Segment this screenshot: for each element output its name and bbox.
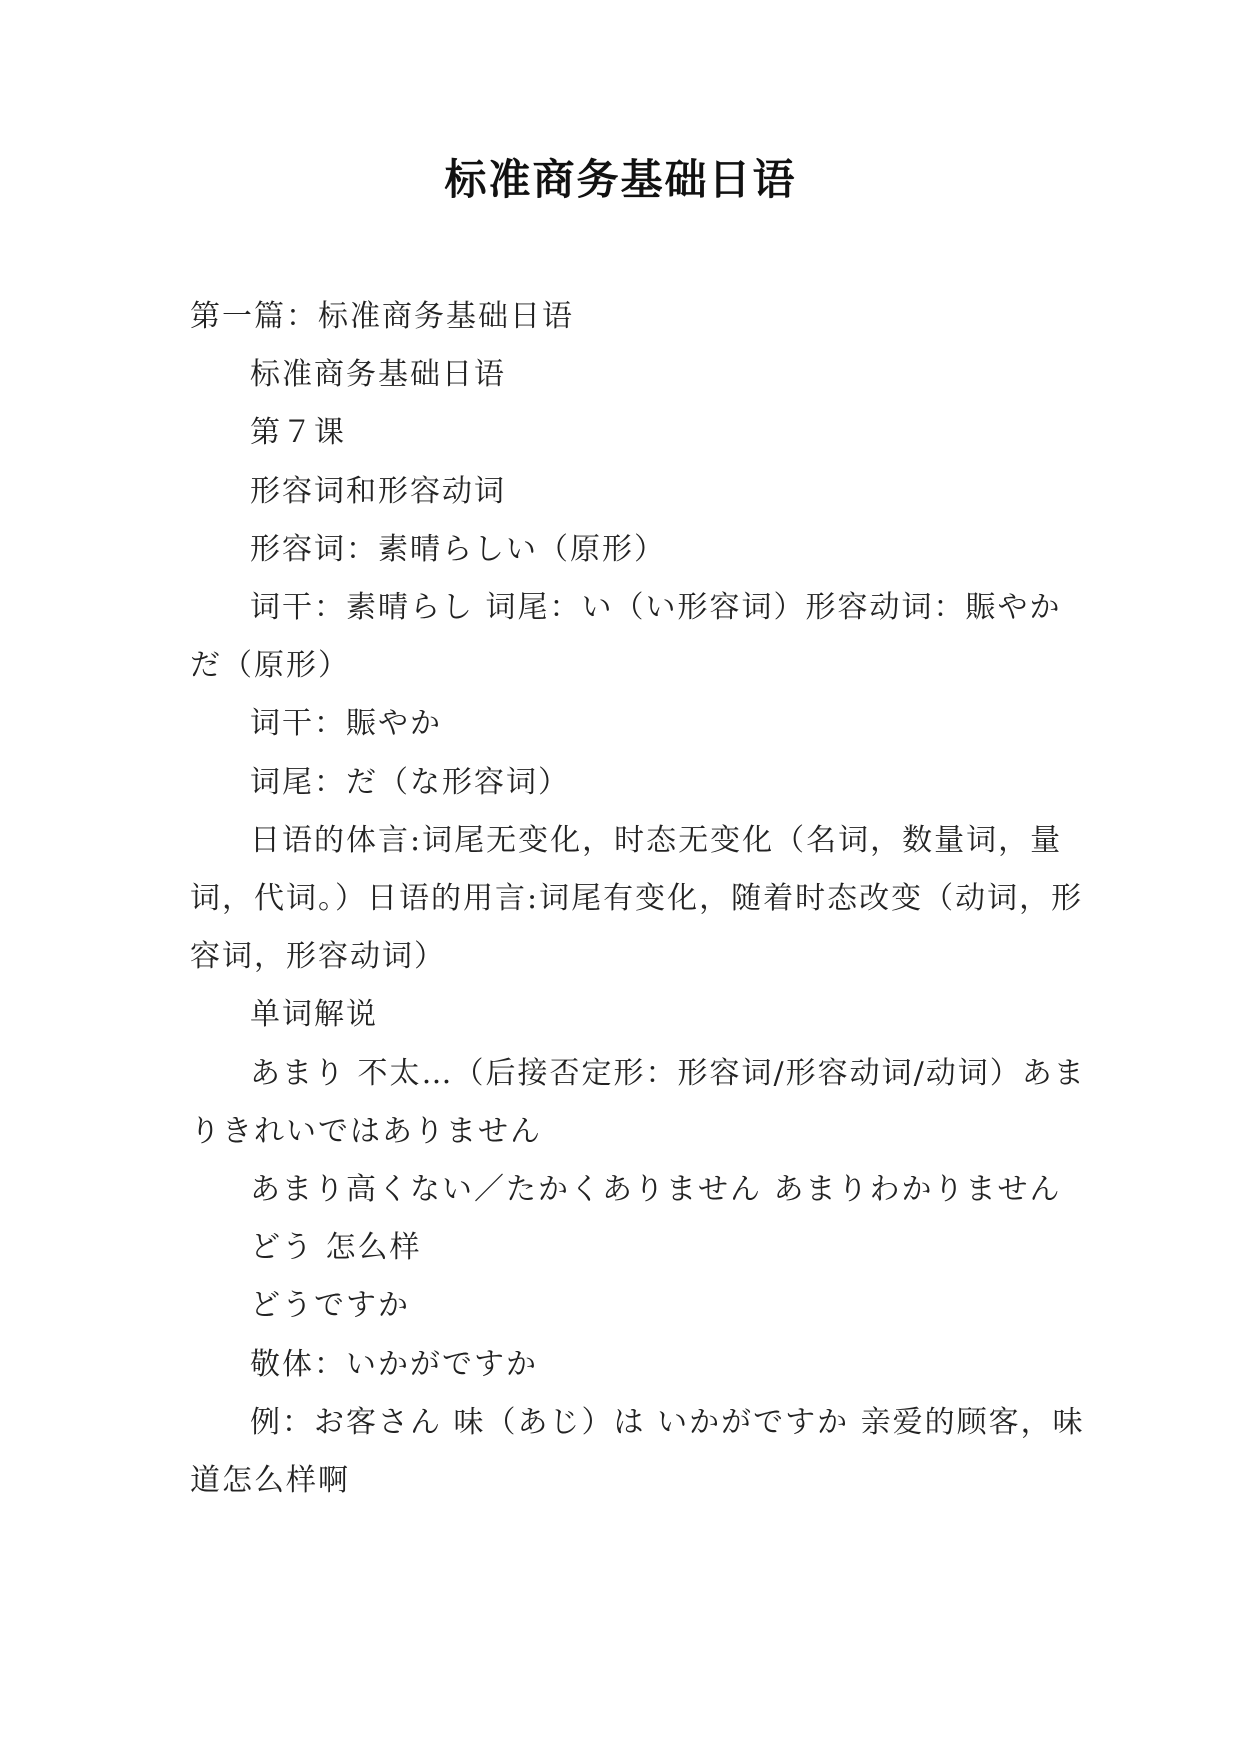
paragraph: あまり 不太…（后接否定形：形容词/形容动词/动词）あまりきれいではありません xyxy=(190,1055,1086,1149)
paragraph: 标准商务基础日语 xyxy=(250,357,506,393)
paragraph: 敬体：いかがですか xyxy=(250,1346,538,1382)
document-body xyxy=(190,288,1090,1510)
paragraph: 词干：賑やか xyxy=(250,706,442,742)
paragraph: あまり高くない／たかくありません あまりわかりません xyxy=(250,1172,1062,1208)
paragraph: 单词解说 xyxy=(250,997,378,1033)
paragraph: 第７课 xyxy=(250,415,346,451)
paragraph: 日语的体言:词尾无变化，时态无变化（名词，数量词，量词，代词。）日语的用言:词尾有变化，随着时态改变（动词，形容词，形容动词） xyxy=(190,822,1084,975)
paragraph: どうですか xyxy=(250,1288,410,1324)
paragraph: 例：お客さん 味（あじ）は いかがですか 亲爱的顾客，味道怎么样啊 xyxy=(190,1404,1085,1499)
paragraph-section-heading: 第一篇：标准商务基础日语 xyxy=(190,299,574,334)
document-title: 标准商务基础日语 xyxy=(444,155,797,204)
paragraph: 词干：素晴らし 词尾：い（い形容词）形容动词：賑やかだ（原形） xyxy=(190,590,1062,684)
paragraph: どう 怎么样 xyxy=(250,1230,422,1266)
paragraph: 形容词：素晴らしい（原形） xyxy=(250,531,666,567)
paragraph: 词尾：だ（な形容词） xyxy=(250,764,570,800)
paragraph: 形容词和形容动词 xyxy=(250,473,506,509)
